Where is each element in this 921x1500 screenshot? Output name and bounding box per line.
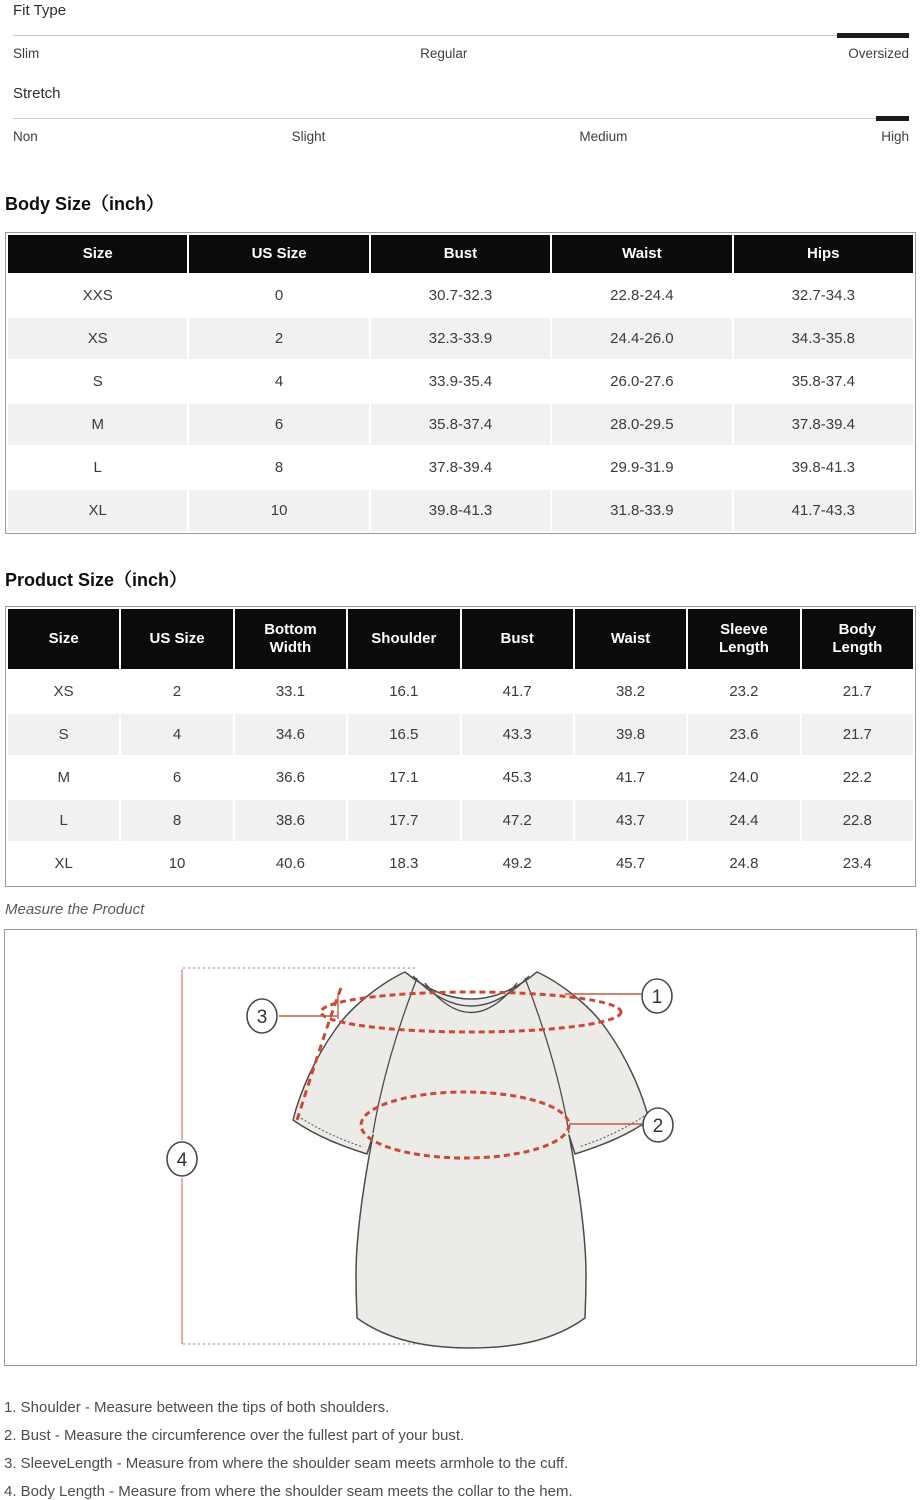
column-header: Hips: [734, 235, 913, 273]
measurement-notes: [4, 1394, 921, 1500]
column-header: US Size: [121, 609, 232, 669]
table-cell: XS: [8, 671, 119, 712]
body-size-table: [5, 232, 916, 534]
table-cell: 45.3: [462, 757, 573, 798]
table-cell: 33.1: [235, 671, 346, 712]
table-cell: 39.8-41.3: [371, 490, 550, 531]
table-cell: 37.8-39.4: [734, 404, 913, 445]
table-cell: 38.2: [575, 671, 686, 712]
table-cell: 22.8-24.4: [552, 275, 731, 316]
slider-option-label: Medium: [579, 129, 628, 144]
table-cell: 39.8: [575, 714, 686, 755]
table-cell: 21.7: [802, 714, 913, 755]
slider-option-label: Oversized: [848, 46, 909, 61]
table-cell: M: [8, 404, 187, 445]
table-cell: 4: [189, 361, 368, 402]
table-row: [8, 361, 913, 402]
column-header: Size: [8, 235, 187, 273]
shirt-silhouette: [293, 972, 649, 1348]
table-cell: XXS: [8, 275, 187, 316]
table-cell: 47.2: [462, 800, 573, 841]
table-cell: 23.6: [688, 714, 799, 755]
table-cell: 6: [121, 757, 232, 798]
table-cell: 16.1: [348, 671, 459, 712]
fit-type-options: [13, 45, 909, 62]
table-cell: 49.2: [462, 843, 573, 884]
table-cell: 43.7: [575, 800, 686, 841]
column-header: Body Length: [802, 609, 913, 669]
table-cell: XL: [8, 490, 187, 531]
note-item: 4. Body Length - Measure from where the shoulder seam meets the collar to the hem.: [4, 1483, 573, 1500]
fit-sliders-section: [0, 0, 921, 145]
body-size-title: Body Size（inch）: [5, 194, 165, 214]
stretch-label: Stretch: [13, 85, 61, 102]
table-cell: 31.8-33.9: [552, 490, 731, 531]
table-cell: 37.8-39.4: [371, 447, 550, 488]
table-cell: 8: [189, 447, 368, 488]
column-header: US Size: [189, 235, 368, 273]
table-row: [8, 447, 913, 488]
table-cell: 24.0: [688, 757, 799, 798]
table-cell: 39.8-41.3: [734, 447, 913, 488]
table-cell: 21.7: [802, 671, 913, 712]
table-cell: 35.8-37.4: [371, 404, 550, 445]
column-header: Bust: [462, 609, 573, 669]
table-cell: L: [8, 800, 119, 841]
table-cell: 4: [121, 714, 232, 755]
note-item: 3. SleeveLength - Measure from where the shoulder seam meets armhole to the cuff.: [4, 1455, 569, 1472]
table-cell: 24.4-26.0: [552, 318, 731, 359]
table-cell: 22.8: [802, 800, 913, 841]
table-cell: 26.0-27.6: [552, 361, 731, 402]
stretch-track: [13, 116, 909, 121]
table-cell: 22.2: [802, 757, 913, 798]
fit-type-slider: [13, 2, 909, 62]
measurement-diagram: [5, 930, 916, 1365]
fit-type-rail: [13, 35, 909, 36]
column-header: Size: [8, 609, 119, 669]
header-row: [8, 609, 913, 669]
table-cell: 17.7: [348, 800, 459, 841]
callout-4: [167, 1142, 197, 1176]
callout-1-number: 1: [651, 987, 663, 1008]
table-cell: 28.0-29.5: [552, 404, 731, 445]
table-cell: 8: [121, 800, 232, 841]
callout-1: [642, 979, 672, 1013]
table-cell: 16.5: [348, 714, 459, 755]
table-cell: S: [8, 361, 187, 402]
table-row: [8, 318, 913, 359]
table-cell: 32.3-33.9: [371, 318, 550, 359]
table-cell: 32.7-34.3: [734, 275, 913, 316]
fit-type-track: [13, 33, 909, 38]
table-cell: 30.7-32.3: [371, 275, 550, 316]
table-row: [8, 843, 913, 884]
table-cell: 35.8-37.4: [734, 361, 913, 402]
callout-2: [643, 1108, 673, 1142]
header-row: [8, 235, 913, 273]
column-header: Bottom Width: [235, 609, 346, 669]
table-row: [8, 490, 913, 531]
table-cell: 17.1: [348, 757, 459, 798]
note-item: 1. Shoulder - Measure between the tips of both shoulders.: [4, 1399, 390, 1416]
table-cell: 41.7-43.3: [734, 490, 913, 531]
stretch-slider: [13, 85, 909, 145]
table-cell: 34.6: [235, 714, 346, 755]
table-row: [8, 404, 913, 445]
table-cell: 41.7: [462, 671, 573, 712]
table-cell: 36.6: [235, 757, 346, 798]
callout-3: [247, 999, 277, 1033]
table-cell: M: [8, 757, 119, 798]
table-cell: 24.8: [688, 843, 799, 884]
slider-option-label: High: [881, 129, 909, 144]
table-cell: 10: [189, 490, 368, 531]
table-cell: 41.7: [575, 757, 686, 798]
shirt-illustration: [293, 972, 649, 1348]
table-row: [8, 671, 913, 712]
table-cell: 10: [121, 843, 232, 884]
column-header: Bust: [371, 235, 550, 273]
table-cell: 43.3: [462, 714, 573, 755]
table-cell: 29.9-31.9: [552, 447, 731, 488]
column-header: Shoulder: [348, 609, 459, 669]
table-cell: 34.3-35.8: [734, 318, 913, 359]
table-row: [8, 714, 913, 755]
table-row: [8, 275, 913, 316]
table-cell: 2: [189, 318, 368, 359]
stretch-selected-mark: [876, 116, 909, 121]
table-cell: XL: [8, 843, 119, 884]
table-cell: 0: [189, 275, 368, 316]
slider-option-label: Regular: [420, 46, 468, 61]
table-cell: 23.2: [688, 671, 799, 712]
table-row: [8, 800, 913, 841]
slider-option-label: Non: [13, 129, 38, 144]
table-cell: S: [8, 714, 119, 755]
measure-caption: Measure the Product: [5, 901, 145, 918]
stretch-rail: [13, 118, 909, 119]
table-cell: 23.4: [802, 843, 913, 884]
table-cell: 38.6: [235, 800, 346, 841]
measurement-diagram-box: [4, 929, 917, 1366]
table-cell: 24.4: [688, 800, 799, 841]
fit-type-selected-mark: [837, 33, 909, 38]
note-item: 2. Bust - Measure the circumference over the fullest part of your bust.: [4, 1427, 465, 1444]
product-size-table: [5, 606, 916, 887]
table-cell: L: [8, 447, 187, 488]
slider-option-label: Slim: [13, 46, 40, 61]
column-header: Waist: [552, 235, 731, 273]
table-cell: 2: [121, 671, 232, 712]
callout-2-number: 2: [652, 1116, 664, 1137]
table-row: [8, 757, 913, 798]
column-header: Sleeve Length: [688, 609, 799, 669]
table-cell: 45.7: [575, 843, 686, 884]
fit-type-label: Fit Type: [13, 2, 67, 19]
table-cell: 18.3: [348, 843, 459, 884]
slider-option-label: Slight: [291, 129, 326, 144]
table-cell: XS: [8, 318, 187, 359]
callout-4-number: 4: [176, 1150, 188, 1171]
table-cell: 6: [189, 404, 368, 445]
callout-3-number: 3: [256, 1007, 268, 1028]
stretch-options: [13, 128, 909, 145]
product-size-title: Product Size（inch）: [5, 570, 188, 590]
table-cell: 40.6: [235, 843, 346, 884]
table-cell: 33.9-35.4: [371, 361, 550, 402]
column-header: Waist: [575, 609, 686, 669]
